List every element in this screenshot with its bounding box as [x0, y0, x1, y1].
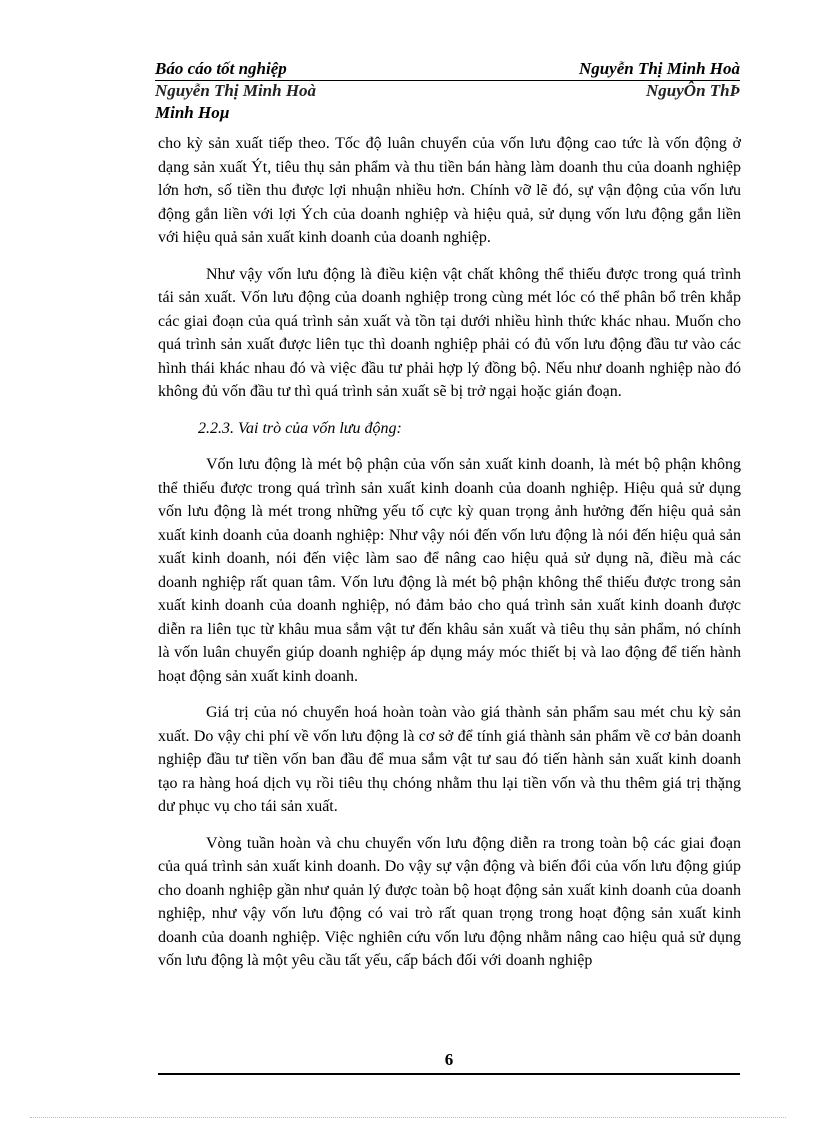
- header-left: Báo cáo tốt nghiệp: [155, 59, 287, 78]
- header-left-tertiary: Minh Hoµ: [155, 103, 230, 122]
- paragraph-3: Vốn lưu động là mét bộ phận của vốn sản xuất kinh doanh, là mét bộ phận không thể thiếu được trong quá trình sản xuất kinh doanh của doanh nghiệp. Hiệu quả sử dụng vốn lưu động là mét trong những yếu tố cực kỳ quan trọng ảnh hưởng đến hiệu quả sản xuất kinh doanh của doanh nghiệp: Như vậy nói đến vốn lưu động là nói đến hiệu quả sản xuất kinh doanh, nói đến việc làm sao để nâng cao hiệu quả sử dụng nã, điều mà các doanh nghiệp rất quan tâm. Vốn lưu động là mét bộ phận không thể thiếu được trong sản xuất kinh doanh của doanh nghiệp, nó đảm bảo cho quá trình sản xuất kinh doanh được diễn ra liên tục từ khâu mua sắm vật tư đến khâu sản xuất và tiêu thụ sản phẩm, nó chính là vốn luân chuyển giúp doanh nghiệp áp dụng máy móc thiết bị và lao động để tiến hành hoạt động sản xuất kinh doanh.: [158, 456, 741, 685]
- paragraph-1: cho kỳ sản xuất tiếp theo. Tốc độ luân chuyển của vốn lưu động cao tức là vốn động ở dạng sản xuất Ýt, tiêu thụ sản phẩm và thu tiền bán hàng làm doanh thu của doanh nghiệp lớn hơn, số tiền thu được lợi nhuận nhiều hơn. Chính vỡ lẽ đó, sự vận động của vốn lưu động gắn liền với lợi Ých của doanh nghiệp và hiệu quả, sử dụng vốn lưu động gắn liền với hiệu quả sản xuất kinh doanh của doanh nghiệp.: [158, 135, 741, 246]
- header-right-secondary: NguyÔn ThÞ: [646, 81, 740, 100]
- header-left-secondary: Nguyễn Thị Minh Hoà: [155, 81, 317, 100]
- header-right: Nguyễn Thị Minh Hoà: [578, 59, 740, 78]
- document-body: [158, 132, 741, 986]
- paragraph-2: Như vậy vốn lưu động là điều kiện vật chất không thể thiếu được trong quá trình tái sản xuất. Vốn lưu động của doanh nghiệp trong cùng mét lóc có thể phân bổ trên khắp các giai đoạn của quá trình sản xuất và tồn tại dưới nhiều hình thức khác nhau. Muốn cho quá trình sản xuất được liên tục thì doanh nghiệp phải có đủ vốn lưu động đầu tư vào các hình thái khác nhau đó và việc đầu tư phải hợp lý đồng bộ. Nếu như doanh nghiệp nào đó không đủ vốn đầu tư thì quá trình sản xuất sẽ bị trở ngại hoặc gián đoạn.: [158, 265, 741, 400]
- page-number: 6: [444, 1050, 454, 1069]
- page-header: [155, 58, 740, 124]
- page-edge-dotted-line: [30, 1117, 786, 1118]
- section-subheading: 2.2.3. Vai trò của vốn lưu động:: [198, 419, 402, 437]
- header-row-overlap: [155, 80, 740, 102]
- page-footer: [158, 1050, 740, 1075]
- header-rule: [155, 80, 740, 81]
- header-row: [155, 58, 740, 80]
- footer-rule: [158, 1073, 740, 1075]
- paragraph-5: Vòng tuần hoàn và chu chuyển vốn lưu động diễn ra trong toàn bộ các giai đoạn của quá trình sản xuất kinh doanh. Do vậy sự vận động và biến đổi của vốn lưu động giúp cho doanh nghiệp gần như quản lý được toàn bộ hoạt động sản xuất kinh doanh của doanh nghiệp, như vậy vốn lưu động có vai trò rất quan trọng trong hoạt động sản xuất kinh doanh của doanh nghiệp. Việc nghiên cứu vốn lưu động nhằm nâng cao hiệu quả sử dụng vốn lưu động là một yêu cầu tất yếu, cấp bách đối với doanh nghiệp: [158, 834, 741, 969]
- paragraph-4: Giá trị của nó chuyển hoá hoàn toàn vào giá thành sản phẩm sau mét chu kỳ sản xuất. Do vậy chi phí về vốn lưu động là cơ sở để tính giá thành sản phẩm về cơ bản doanh nghiệp đầu tư tiền vốn ban đầu để mua sắm vật tư sau đó tiến hành sản xuất kinh doanh tạo ra hàng hoá dịch vụ rồi tiêu thụ chóng nhằm thu lại tiền vốn và thu thêm giá trị thặng dư phục vụ cho tái sản xuất.: [158, 704, 741, 815]
